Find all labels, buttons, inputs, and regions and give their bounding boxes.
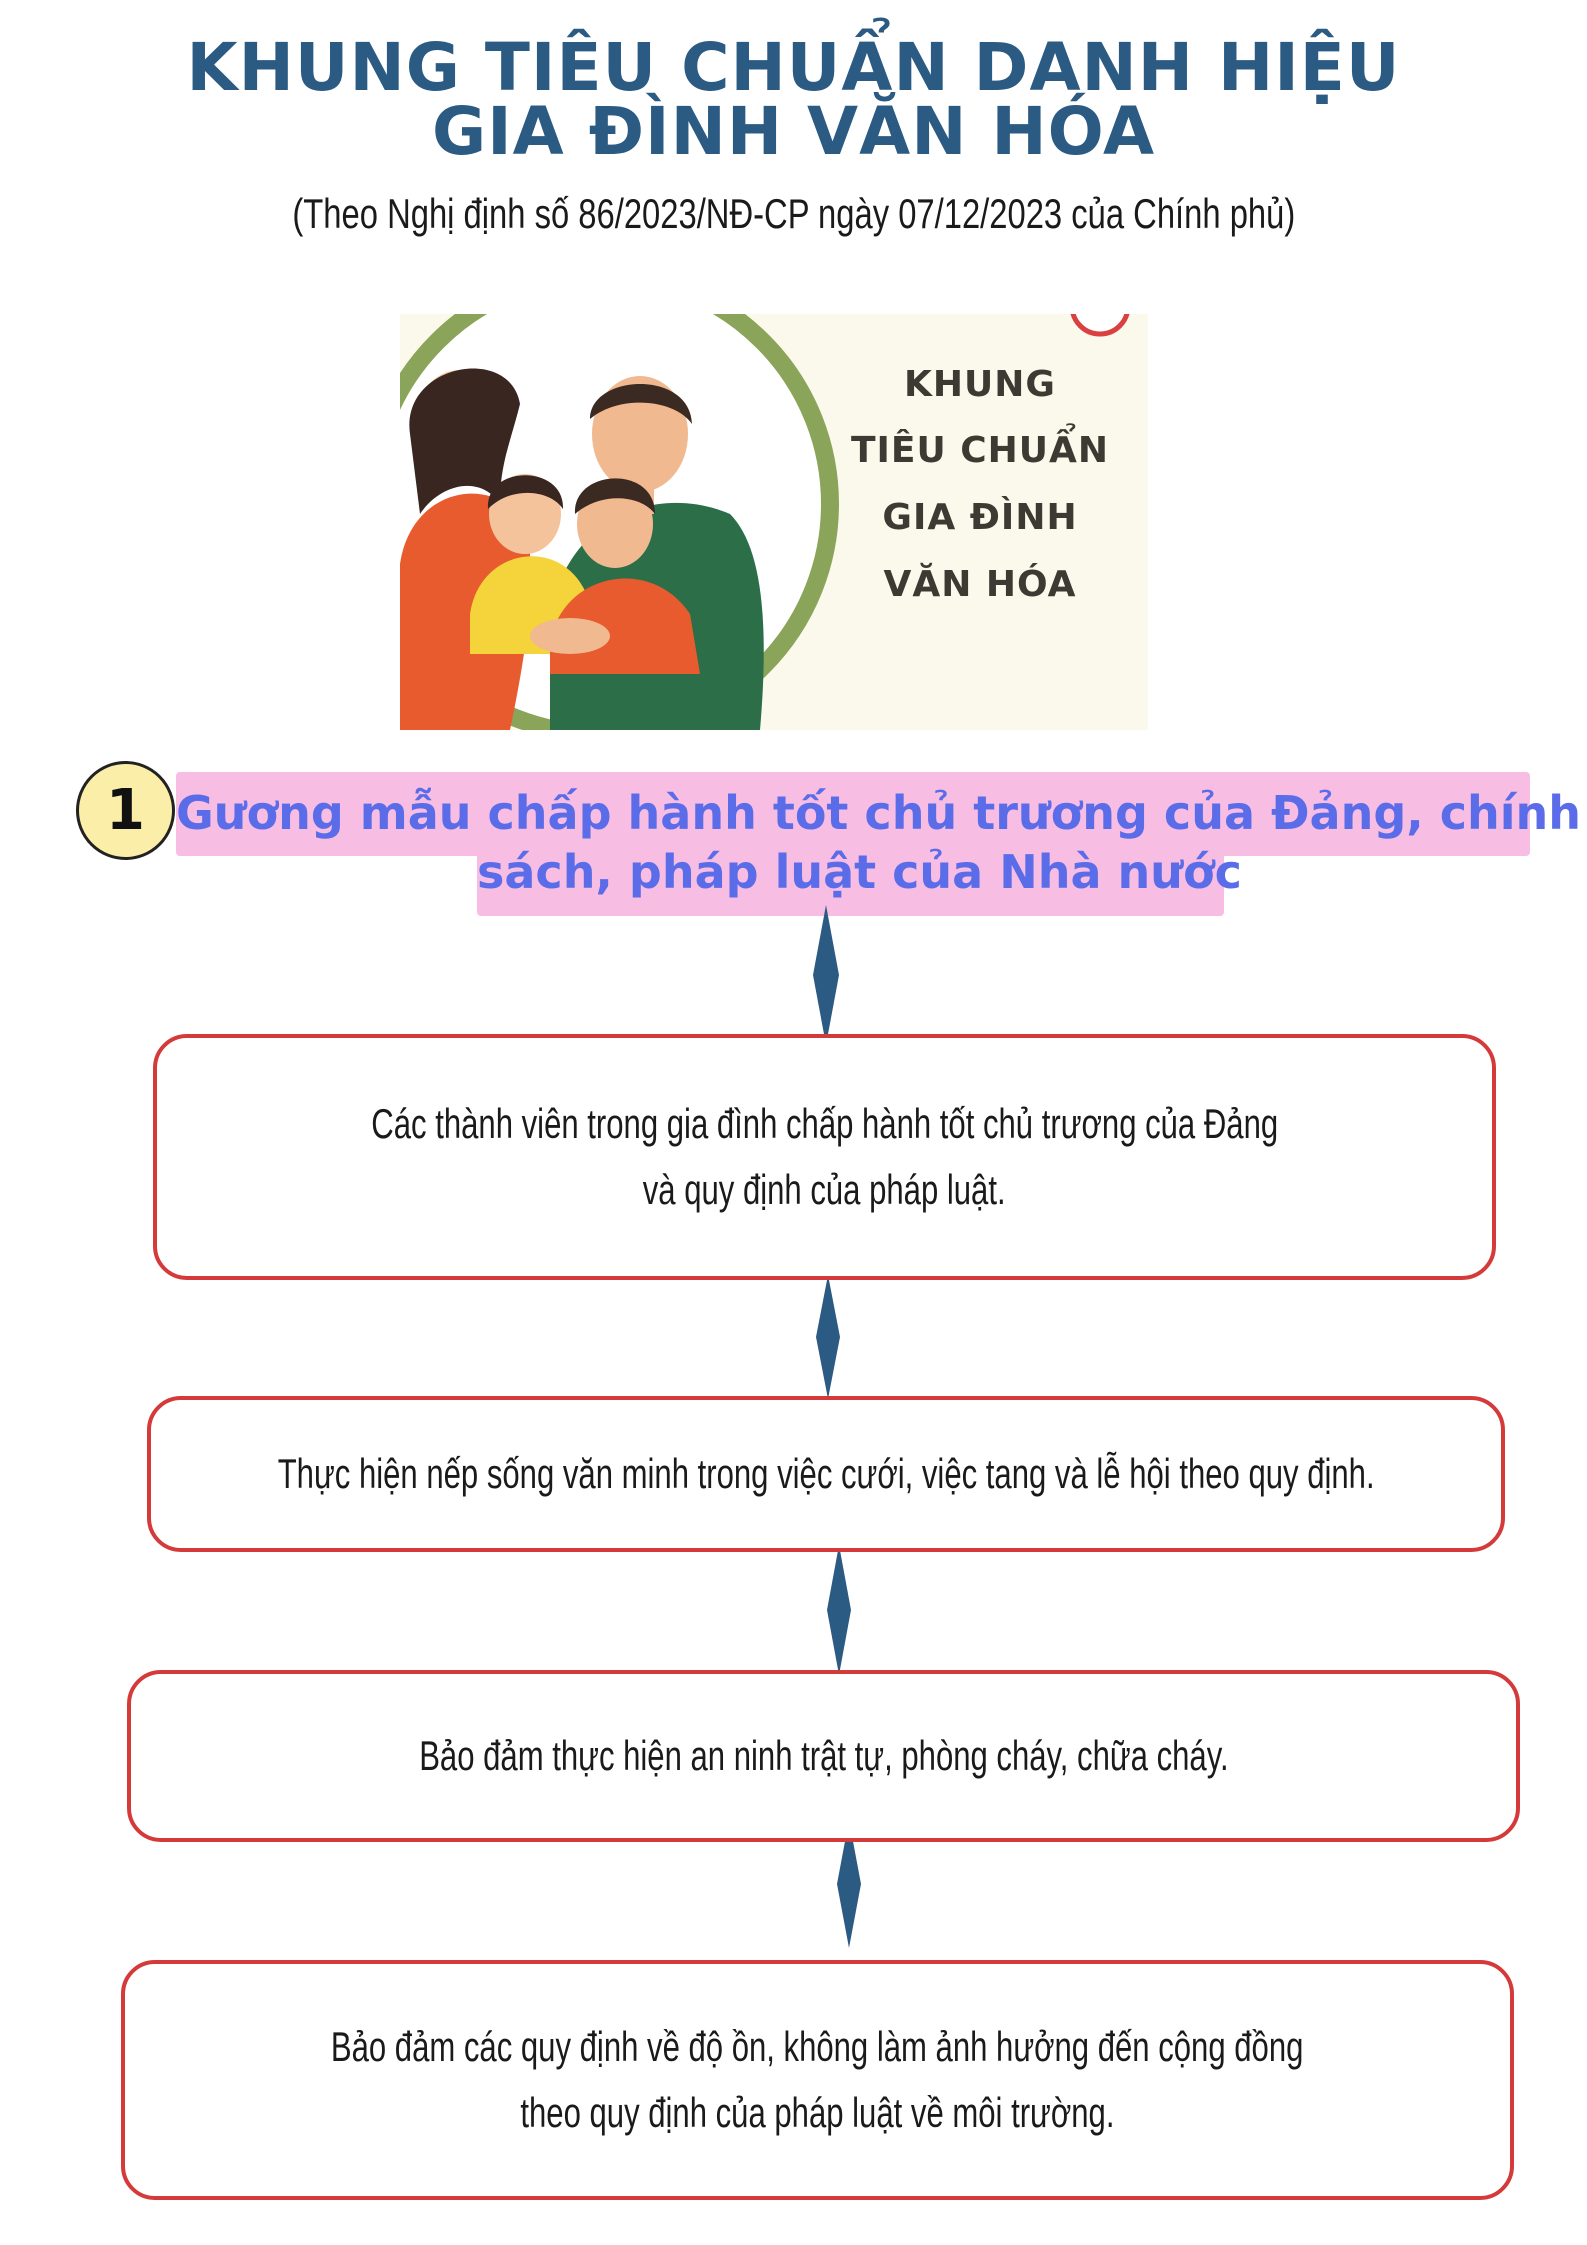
criterion-2-line-1: Thực hiện nếp sống văn minh trong việc cưới, việc tang và lễ hội theo quy định. <box>277 1450 1375 1497</box>
criterion-box-3 <box>127 1670 1520 1842</box>
connector-diamond-1 <box>811 905 841 1045</box>
subtitle: (Theo Nghị định số 86/2023/NĐ-CP ngày 07/12/2023 của Chính phủ) <box>292 190 1296 237</box>
title-line-2: GIA ĐÌNH VĂN HÓA <box>431 93 1156 170</box>
criterion-box-4 <box>121 1960 1514 2200</box>
illustration-text-3: GIA ĐÌNH <box>882 497 1078 538</box>
connector-diamond-3 <box>826 1545 856 1675</box>
criterion-box-1 <box>153 1034 1496 1280</box>
criterion-1-line-1: Các thành viên trong gia đình chấp hành tốt chủ trương của Đảng <box>371 1100 1278 1147</box>
illustration-text-4: VĂN HÓA <box>883 564 1077 605</box>
criterion-box-2 <box>147 1396 1505 1552</box>
title-line-1: KHUNG TIÊU CHUẨN DANH HIỆU <box>186 29 1401 106</box>
section-heading-line-1: Gương mẫu chấp hành tốt chủ trương của Đảng, chính <box>176 786 1582 840</box>
criterion-1-line-2: và quy định của pháp luật. <box>643 1166 1006 1213</box>
illustration-text-2: TIÊU CHUẨN <box>850 430 1110 471</box>
criterion-3-line-1: Bảo đảm thực hiện an ninh trật tự, phòng cháy, chữa cháy. <box>418 1732 1229 1779</box>
illustration-text-1: KHUNG <box>904 364 1056 405</box>
section-heading-line-2: sách, pháp luật của Nhà nước <box>477 845 1242 899</box>
criterion-4-line-1: Bảo đảm các quy định về độ ồn, không làm ảnh hưởng đến cộng đồng <box>331 2023 1304 2070</box>
connector-diamond-2 <box>815 1275 845 1399</box>
section-number-badge: 1 <box>76 761 175 860</box>
family-illustration <box>400 314 1148 730</box>
criterion-4-line-2: theo quy định của pháp luật về môi trường. <box>520 2089 1115 2136</box>
